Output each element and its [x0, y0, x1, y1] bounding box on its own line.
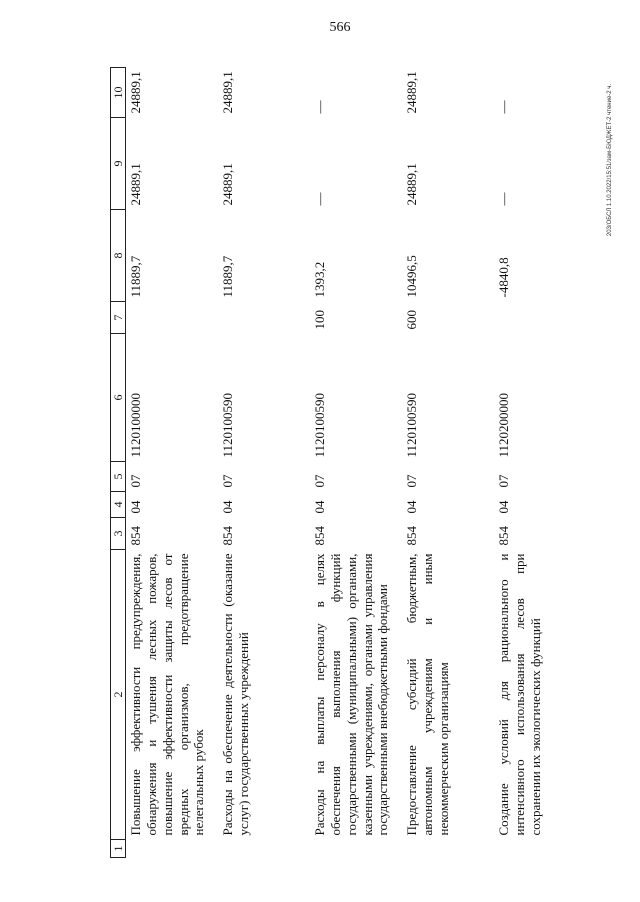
row-target-article: 1120200000 [496, 392, 511, 458]
row-expense-type [218, 302, 310, 334]
row-amount-1: 11889,7 [128, 255, 143, 298]
table-row [218, 68, 310, 858]
row-ministry: 854 [404, 526, 419, 546]
row-amount-3: — [496, 100, 511, 114]
table-row [402, 68, 494, 858]
row-number-cell [494, 840, 586, 858]
footer-code-text: 203/ОБСЛ 1.10.2022/15:51/зам-БЮДЖЕТ-2 чтение-2 ч. [607, 83, 613, 237]
row-ministry: 854 [128, 526, 143, 546]
row-ministry: 854 [220, 526, 235, 546]
document-footer-code [602, 40, 618, 280]
table-row [310, 68, 402, 858]
row-description: Расходы на обеспечение деятельности (оказание услуг) государственных учреждений [220, 553, 251, 836]
row-expense-type: 600 [404, 310, 419, 330]
header-cell-1: 1 [111, 840, 126, 858]
row-section: 04 [128, 500, 143, 514]
row-description: Предоставление субсидий бюджетным, автономным учреждениям и иным некоммерческим организациям [404, 553, 451, 836]
row-description: Создание условий для рационального и интенсивного использования лесов при сохранении их экологических функций [496, 553, 543, 836]
row-target-article: 1120100590 [220, 392, 235, 458]
row-section: 04 [496, 500, 511, 514]
row-subsection: 07 [404, 474, 419, 488]
table-row [126, 68, 219, 858]
row-amount-3: 24889,1 [220, 71, 235, 114]
row-amount-1: 10496,5 [404, 255, 419, 298]
row-subsection: 07 [220, 474, 235, 488]
row-amount-2: — [312, 192, 327, 206]
row-expense-type [126, 302, 219, 334]
row-expense-type: 100 [312, 310, 327, 330]
row-number-cell [126, 840, 219, 858]
page-number: 566 [329, 20, 351, 35]
row-amount-3: 24889,1 [404, 71, 419, 114]
row-amount-3: 24889,1 [128, 71, 143, 114]
row-section: 04 [312, 500, 327, 514]
row-ministry: 854 [312, 526, 327, 546]
row-number-cell [402, 840, 494, 858]
row-target-article: 1120100590 [312, 392, 327, 458]
header-cell-10: 10 [111, 68, 126, 118]
row-amount-1: -4840,8 [496, 257, 511, 298]
header-cell-4: 4 [111, 492, 126, 518]
header-cell-5: 5 [111, 462, 126, 492]
row-amount-2: 24889,1 [220, 163, 235, 206]
header-cell-2: 2 [111, 550, 126, 840]
header-cell-8: 8 [111, 210, 126, 302]
row-amount-1: 11889,7 [220, 255, 235, 298]
row-amount-2: 24889,1 [128, 163, 143, 206]
row-subsection: 07 [496, 474, 511, 488]
row-number-cell [310, 840, 402, 858]
row-ministry: 854 [496, 526, 511, 546]
row-section: 04 [404, 500, 419, 514]
row-section: 04 [220, 500, 235, 514]
row-expense-type [494, 302, 586, 334]
table-header-row [111, 68, 126, 858]
row-amount-2: 24889,1 [404, 163, 419, 206]
row-target-article: 1120100000 [128, 392, 143, 458]
header-cell-7: 7 [111, 302, 126, 334]
row-description: Повышение эффективности предупреждения, обнаружения и тушения лесных пожаров, повышение эффективности защиты лесов от вредных организмов, предотвращение нелегальных рубок [128, 553, 207, 836]
row-number-cell [218, 840, 310, 858]
row-subsection: 07 [128, 474, 143, 488]
header-cell-6: 6 [111, 334, 126, 462]
budget-table [110, 67, 586, 858]
row-amount-1: 1393,2 [312, 261, 327, 298]
row-amount-2: — [496, 192, 511, 206]
table-row [494, 68, 586, 858]
row-subsection: 07 [312, 474, 327, 488]
header-cell-3: 3 [111, 518, 126, 550]
rotated-table-container [110, 68, 580, 858]
row-description: Расходы на выплаты персоналу в целях обеспечения выполнения функций государственными (муниципальными) органами, казенными учреждениями, органами управления государственными внебюджетными фондами [312, 553, 391, 836]
row-target-article: 1120100590 [404, 392, 419, 458]
header-cell-9: 9 [111, 118, 126, 210]
row-amount-3: — [312, 100, 327, 114]
